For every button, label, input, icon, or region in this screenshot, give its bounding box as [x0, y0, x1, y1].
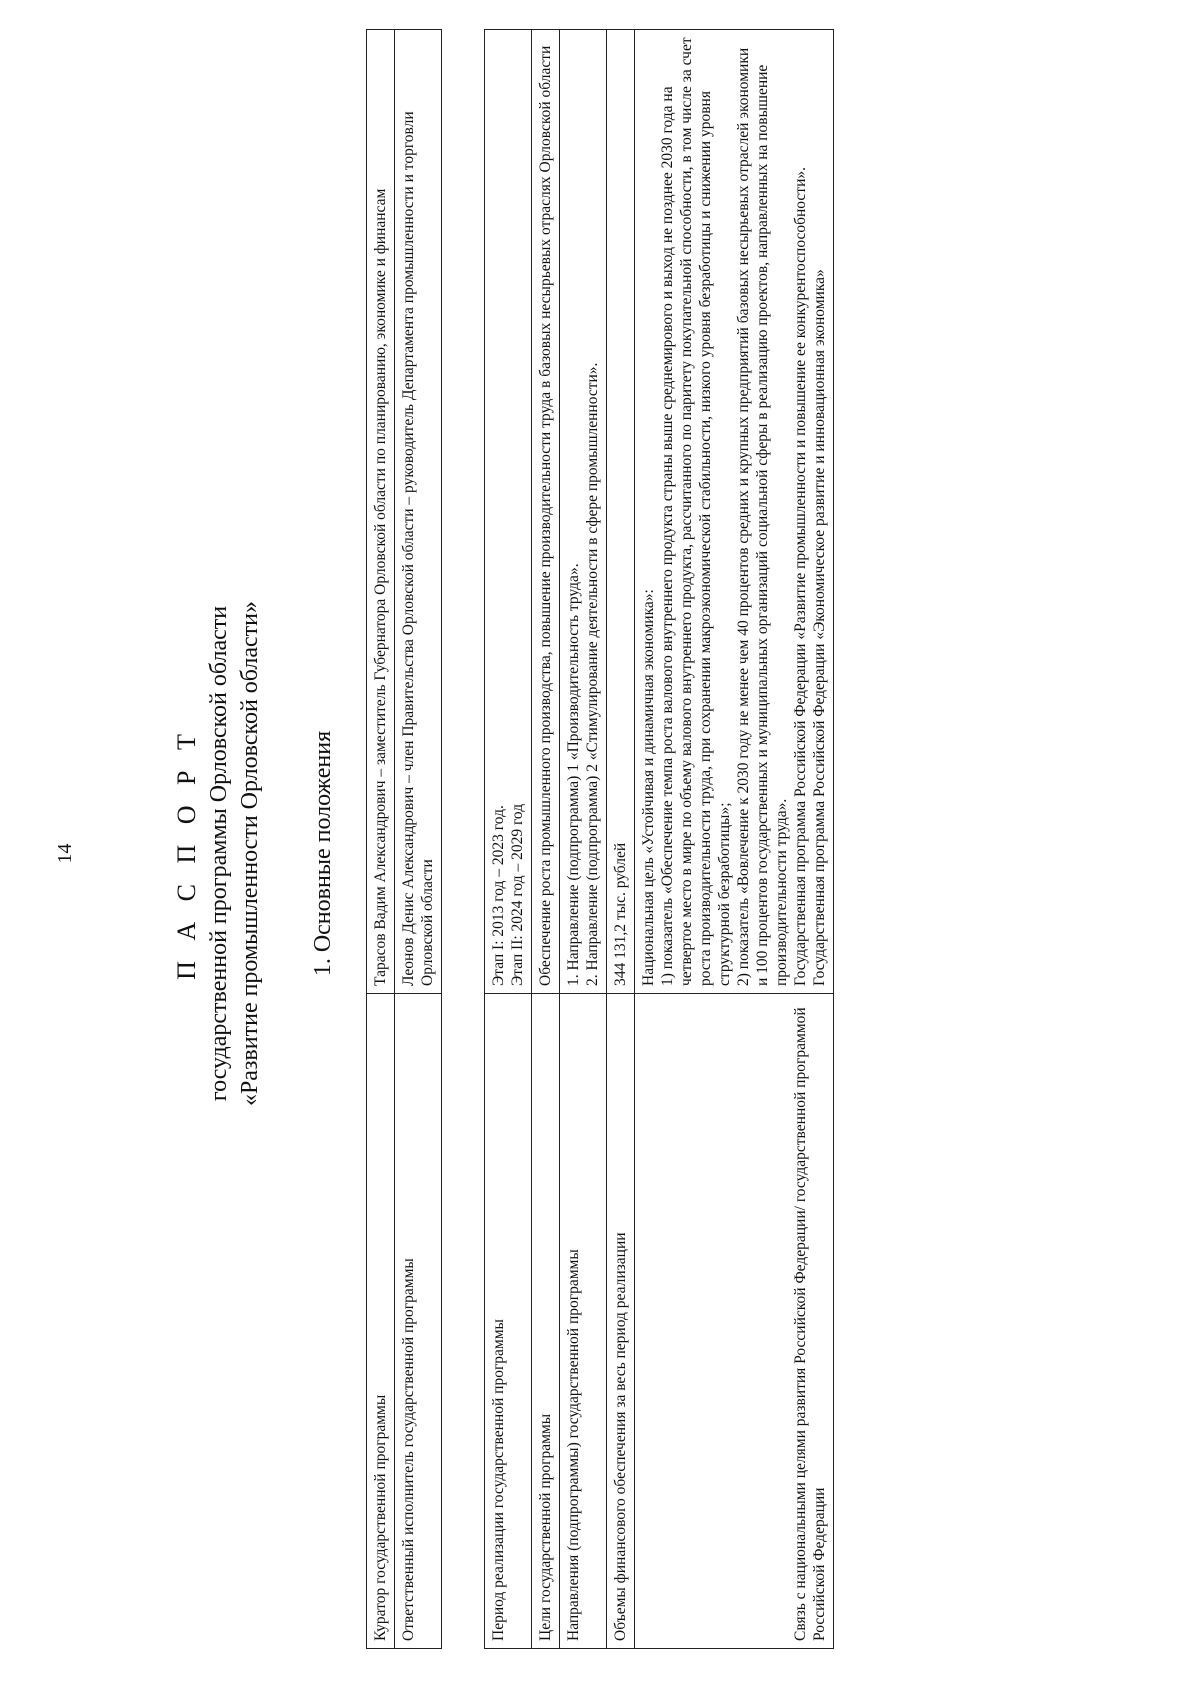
row-label-goals: Цели государственной программы	[532, 994, 560, 1649]
table-row	[607, 30, 635, 1649]
passport-title: П А С П О Р Т	[172, 727, 201, 980]
value-line: 344 131,2 тыс. рублей	[612, 842, 629, 986]
row-label-executor: Ответственный исполнитель государственной программы	[395, 994, 442, 1649]
row-label-directions: Направления (подпрограммы) государственной программы	[560, 994, 607, 1649]
table-row	[532, 30, 560, 1649]
row-value-national-goals	[635, 30, 834, 994]
value-line: Обеспечение роста промышленного производства, повышение производительности труда в базовых несырьевых отраслях Орловской области	[537, 45, 554, 986]
value-line: Государственная программа Российской Федерации «Экономическое развитие и инновационная экономика»	[811, 269, 828, 986]
row-label-period: Период реализации государственной программы	[485, 994, 532, 1649]
value-line: Леонов Денис Александрович – член Правительства Орловской области – руководитель Департамента промышленности и торговли Орловской области	[400, 111, 436, 986]
table-row	[395, 30, 442, 1649]
row-label-national-goals: Связь с национальными целями развития Российской Федерации/ государственной программой Российской Федерации	[635, 994, 834, 1649]
value-line: Государственная программа Российской Федерации «Развитие промышленности и повышение ее конкурентоспособности».	[792, 166, 809, 986]
row-value-period	[485, 30, 532, 994]
value-line: 1) показатель «Обеспечение темпа роста валового внутреннего продукта страны выше среднемирового и выход не позднее 2030 года на четвертое место в мире по объему валового внутреннего продукта, рассчитанного по паритету покупательной способности, в том числе за счет роста производительности труда, при сохранении макроэкономической стабильности, низкого уровня безработицы и снижении уровня структурной безработицы»;	[659, 37, 733, 986]
passport-table-main	[484, 29, 834, 1649]
subtitle-line-2: «Развитие промышленности Орловской области»	[237, 600, 263, 1107]
value-line: Этап II: 2024 год – 2029 год	[509, 803, 526, 986]
row-value-curator	[367, 30, 395, 994]
table-row	[635, 30, 834, 1649]
section-heading: 1. Основные положения	[310, 730, 336, 977]
row-label-funding: Объемы финансового обеспечения за весь период реализации	[607, 994, 635, 1649]
subtitle-line-1: государственной программы Орловской области	[206, 605, 232, 1102]
row-value-funding	[607, 30, 635, 994]
value-line: 1. Направление (подпрограмма) 1 «Производительность труда».	[565, 563, 582, 986]
row-value-directions	[560, 30, 607, 994]
value-line: Национальная цель «Устойчивая и динамичная экономика»:	[640, 589, 657, 986]
row-value-goals	[532, 30, 560, 994]
value-line: Тарасов Вадим Александрович – заместитель Губернатора Орловской области по планированию, экономике и финансам	[372, 188, 389, 986]
table-row	[485, 30, 532, 1649]
row-value-executor	[395, 30, 442, 994]
passport-table-top	[366, 29, 442, 1649]
table-row	[367, 30, 395, 1649]
value-line: 2) показатель «Вовлечение к 2030 году не менее чем 40 процентов средних и крупных предприятий базовых несырьевых отраслей экономики и 100 процентов государственных и муниципальных организаций социальной сферы в реализацию проектов, направленных на повышение производительности труда».	[735, 47, 790, 986]
row-label-curator: Куратор государственной программы	[367, 994, 395, 1649]
page-number: 14	[54, 843, 76, 864]
value-line: 2. Направление (подпрограмма) 2 «Стимулирование деятельности в сфере промышленности».	[584, 362, 601, 986]
value-line: Этап I: 2013 год – 2023 год.	[490, 805, 507, 986]
table-row	[560, 30, 607, 1649]
